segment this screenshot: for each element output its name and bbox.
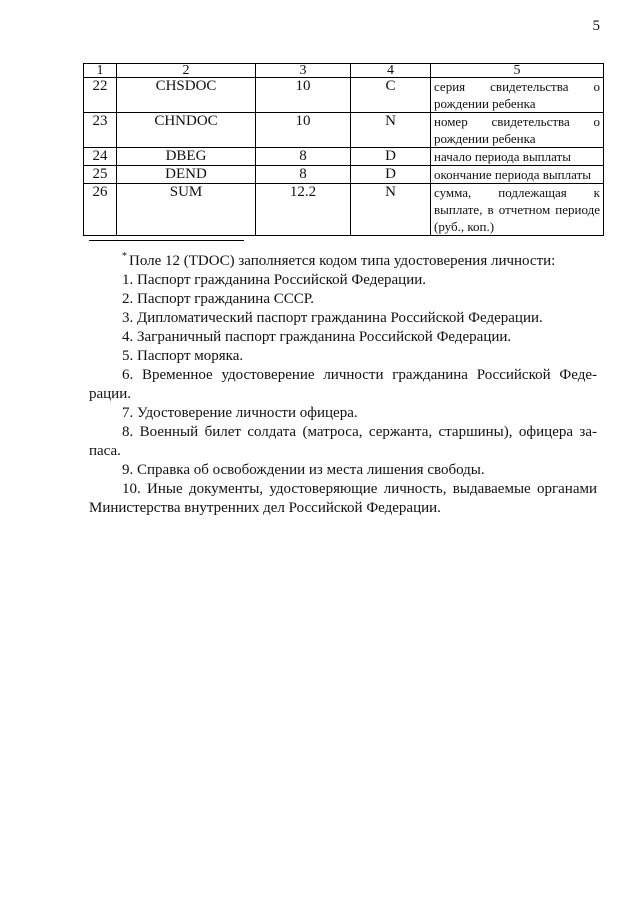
footnote-marker: * <box>122 251 127 262</box>
table-row <box>84 113 604 148</box>
field-name: CHNDOC <box>117 113 256 148</box>
footnote-intro-text: Поле 12 (TDOC) заполняется кодом типа удостоверения личности: <box>129 253 556 269</box>
field-name: DBEG <box>117 148 256 166</box>
row-number: 25 <box>84 166 117 184</box>
row-number: 26 <box>84 184 117 236</box>
field-size: 10 <box>256 113 351 148</box>
field-description: серия свидетельства о рождении ребенка <box>431 78 604 113</box>
footnote-item: 9. Справка об освобождении из места лишения свободы. <box>122 462 485 478</box>
footnote-item: 10. Иные документы, удостоверяющие личность, выдаваемые органами Министерства внутренних дел Российской Федерации. <box>89 481 597 516</box>
table-header-row <box>84 64 604 78</box>
field-description: окончание периода выплаты <box>431 166 604 184</box>
field-type: N <box>351 184 431 236</box>
header-cell: 2 <box>117 64 256 78</box>
table-row <box>84 148 604 166</box>
field-size: 10 <box>256 78 351 113</box>
row-number: 24 <box>84 148 117 166</box>
page-number: 5 <box>592 18 600 34</box>
field-size: 8 <box>256 148 351 166</box>
field-type: D <box>351 148 431 166</box>
footnote-item: 2. Паспорт гражданина СССР. <box>122 291 314 307</box>
row-number: 22 <box>84 78 117 113</box>
field-spec-table <box>83 63 604 236</box>
footnote-item: 3. Дипломатический паспорт гражданина Российской Федерации. <box>122 310 543 326</box>
table-row <box>84 184 604 236</box>
field-type: D <box>351 166 431 184</box>
header-cell: 1 <box>84 64 117 78</box>
footnote-intro <box>89 247 597 271</box>
footnote-item: 7. Удостоверение личности офицера. <box>122 405 358 421</box>
table-row <box>84 166 604 184</box>
footnote-item: 1. Паспорт гражданина Российской Федерации. <box>122 272 426 288</box>
field-name: CHSDOC <box>117 78 256 113</box>
footnote <box>89 247 597 518</box>
footnote-item: 5. Паспорт моряка. <box>122 348 244 364</box>
footnote-item: 8. Военный билет солдата (матроса, сержанта, старшины), офицера запаса. <box>89 424 597 459</box>
footnote-item: 6. Временное удостоверение личности гражданина Российской Федерации. <box>89 367 597 402</box>
table-row <box>84 78 604 113</box>
field-type: C <box>351 78 431 113</box>
footnote-item: 4. Заграничный паспорт гражданина Российской Федерации. <box>122 329 512 345</box>
field-name: SUM <box>117 184 256 236</box>
header-cell: 5 <box>431 64 604 78</box>
field-name: DEND <box>117 166 256 184</box>
field-size: 12.2 <box>256 184 351 236</box>
field-size: 8 <box>256 166 351 184</box>
row-number: 23 <box>84 113 117 148</box>
field-description: начало периода выплаты <box>431 148 604 166</box>
field-type: N <box>351 113 431 148</box>
footnote-separator <box>89 240 244 241</box>
field-description: номер свидетельства о рождении ребенка <box>431 113 604 148</box>
header-cell: 4 <box>351 64 431 78</box>
field-description: сумма, подлежащая к выплате, в отчетном периоде (руб., коп.) <box>431 184 604 236</box>
header-cell: 3 <box>256 64 351 78</box>
